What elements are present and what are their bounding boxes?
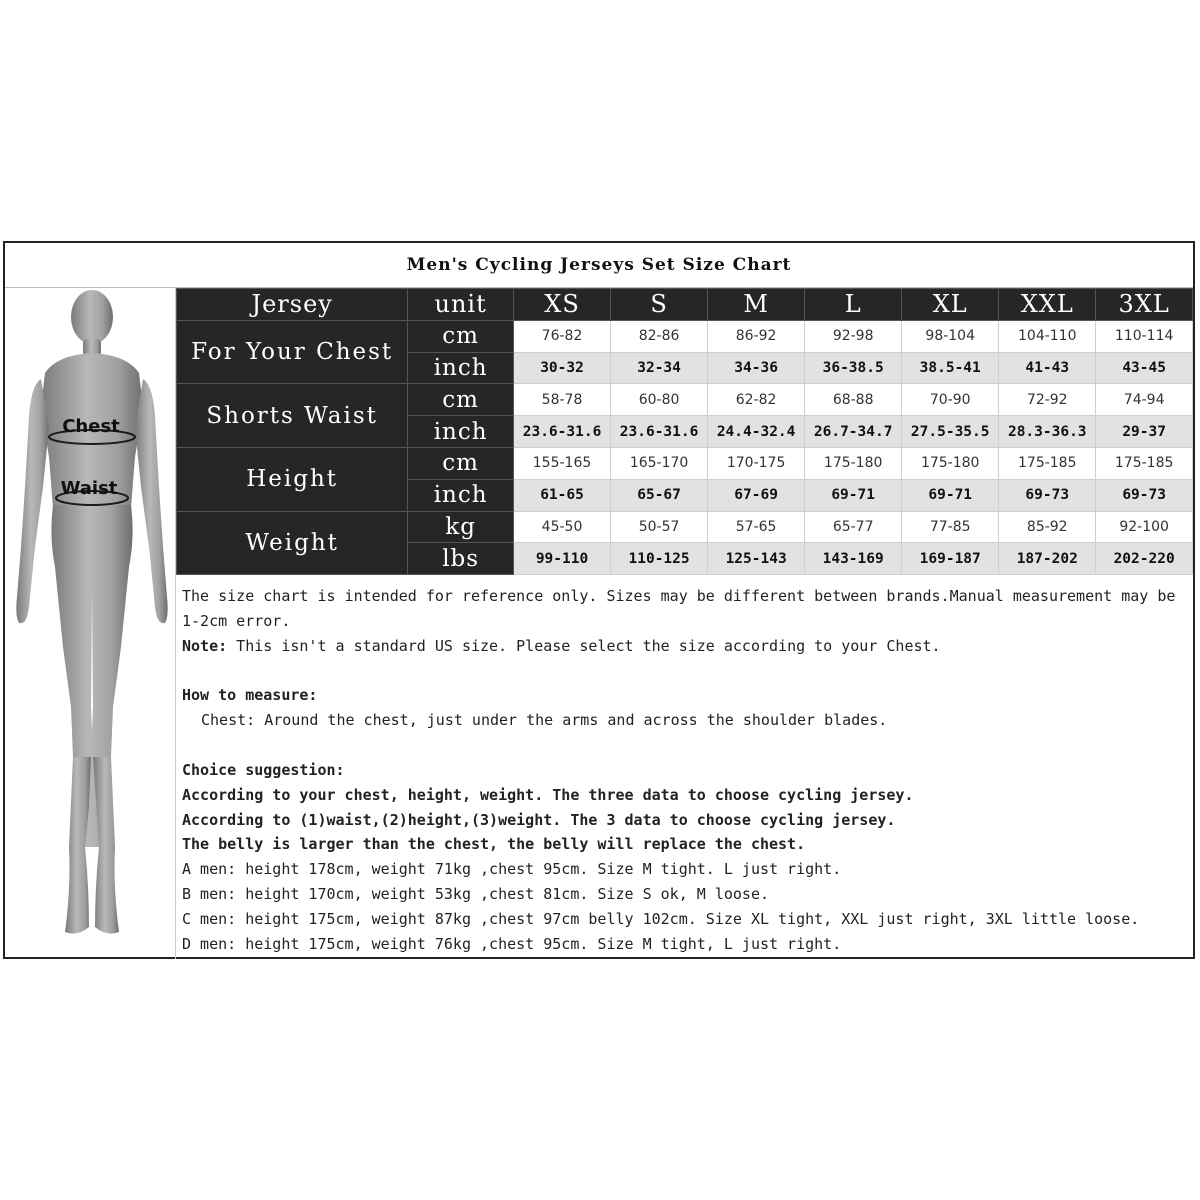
choice-line: The belly is larger than the chest, the belly will replace the chest.: [182, 835, 806, 854]
unit-cell: lbs: [408, 543, 514, 575]
value-cell: 23.6-31.6: [611, 416, 708, 448]
value-cell: 69-73: [999, 479, 1096, 511]
value-cell: 92-98: [805, 320, 902, 352]
value-cell: 34-36: [708, 352, 805, 384]
value-cell: 29-37: [1096, 416, 1193, 448]
value-cell: 77-85: [902, 511, 999, 543]
unit-cell: inch: [408, 416, 514, 448]
choice-line: According to your chest, height, weight. The three data to choose cycling jersey.: [182, 785, 914, 804]
value-cell: 61-65: [514, 479, 611, 511]
chart-title: Men's Cycling Jerseys Set Size Chart: [5, 243, 1193, 288]
value-cell: 68-88: [805, 384, 902, 416]
value-cell: 110-114: [1096, 320, 1193, 352]
size-table: [176, 288, 1193, 575]
value-cell: 60-80: [611, 384, 708, 416]
table-row: [177, 447, 1193, 479]
table-row: [177, 320, 1193, 352]
value-cell: 74-94: [1096, 384, 1193, 416]
header-size-s: S: [611, 289, 708, 321]
value-cell: 175-180: [805, 447, 902, 479]
value-cell: 65-77: [805, 511, 902, 543]
silhouette: [16, 290, 167, 934]
header-jersey: Jersey: [177, 289, 408, 321]
choice-suggestion-title: Choice suggestion:: [182, 760, 345, 779]
value-cell: 36-38.5: [805, 352, 902, 384]
value-cell: 85-92: [999, 511, 1096, 543]
value-cell: 143-169: [805, 543, 902, 575]
value-cell: 92-100: [1096, 511, 1193, 543]
notes-section: [182, 584, 1190, 956]
value-cell: 62-82: [708, 384, 805, 416]
size-chart-frame: [3, 241, 1195, 959]
body-figure-panel: [5, 287, 176, 959]
value-cell: 165-170: [611, 447, 708, 479]
note-label: Note:: [182, 636, 228, 655]
unit-cell: cm: [408, 384, 514, 416]
value-cell: 202-220: [1096, 543, 1193, 575]
value-cell: 187-202: [999, 543, 1096, 575]
unit-cell: cm: [408, 320, 514, 352]
note-line: [182, 634, 1190, 659]
table-row: [177, 384, 1193, 416]
value-cell: 27.5-35.5: [902, 416, 999, 448]
value-cell: 86-92: [708, 320, 805, 352]
row-label-height: Height: [177, 447, 408, 511]
example-line: D men: height 175cm, weight 76kg ,chest 95cm. Size M tight, L just right.: [182, 934, 842, 953]
header-size-m: M: [708, 289, 805, 321]
value-cell: 32-34: [611, 352, 708, 384]
value-cell: 69-71: [805, 479, 902, 511]
table-row: [177, 511, 1193, 543]
value-cell: 125-143: [708, 543, 805, 575]
how-to-measure-chest: Chest: Around the chest, just under the arms and across the shoulder blades.: [201, 711, 888, 730]
header-size-3xl: 3XL: [1096, 289, 1193, 321]
value-cell: 104-110: [999, 320, 1096, 352]
table-header-row: [177, 289, 1193, 321]
note-text: This isn't a standard US size. Please select the size according to your Chest.: [227, 636, 941, 655]
value-cell: 24.4-32.4: [708, 416, 805, 448]
value-cell: 169-187: [902, 543, 999, 575]
value-cell: 155-165: [514, 447, 611, 479]
value-cell: 170-175: [708, 447, 805, 479]
body-figure-illustration: [5, 287, 175, 959]
chest-label: Chest: [62, 416, 120, 437]
waist-label: Waist: [60, 478, 118, 499]
value-cell: 76-82: [514, 320, 611, 352]
example-line: C men: height 175cm, weight 87kg ,chest 97cm belly 102cm. Size XL tight, XXL just right, 3XL little loose.: [182, 909, 1140, 928]
example-line: B men: height 170cm, weight 53kg ,chest 81cm. Size S ok, M loose.: [182, 884, 769, 903]
value-cell: 57-65: [708, 511, 805, 543]
header-unit: unit: [408, 289, 514, 321]
row-label-shorts-waist: Shorts Waist: [177, 384, 408, 448]
value-cell: 69-73: [1096, 479, 1193, 511]
value-cell: 175-180: [902, 447, 999, 479]
value-cell: 65-67: [611, 479, 708, 511]
value-cell: 99-110: [514, 543, 611, 575]
header-size-xl: XL: [902, 289, 999, 321]
value-cell: 41-43: [999, 352, 1096, 384]
value-cell: 23.6-31.6: [514, 416, 611, 448]
value-cell: 72-92: [999, 384, 1096, 416]
value-cell: 45-50: [514, 511, 611, 543]
value-cell: 175-185: [1096, 447, 1193, 479]
unit-cell: cm: [408, 447, 514, 479]
value-cell: 110-125: [611, 543, 708, 575]
reference-note: The size chart is intended for reference only. Sizes may be different between brands.Manual measurement may be 1-2cm error.: [182, 587, 1176, 630]
unit-cell: kg: [408, 511, 514, 543]
header-size-xs: XS: [514, 289, 611, 321]
value-cell: 67-69: [708, 479, 805, 511]
value-cell: 82-86: [611, 320, 708, 352]
value-cell: 30-32: [514, 352, 611, 384]
value-cell: 98-104: [902, 320, 999, 352]
value-cell: 38.5-41: [902, 352, 999, 384]
row-label-weight: Weight: [177, 511, 408, 575]
value-cell: 58-78: [514, 384, 611, 416]
row-label-chest: For Your Chest: [177, 320, 408, 384]
unit-cell: inch: [408, 352, 514, 384]
value-cell: 69-71: [902, 479, 999, 511]
value-cell: 26.7-34.7: [805, 416, 902, 448]
unit-cell: inch: [408, 479, 514, 511]
value-cell: 175-185: [999, 447, 1096, 479]
value-cell: 70-90: [902, 384, 999, 416]
header-size-l: L: [805, 289, 902, 321]
how-to-measure-title: How to measure:: [182, 686, 318, 705]
header-size-xxl: XXL: [999, 289, 1096, 321]
example-line: A men: height 178cm, weight 71kg ,chest 95cm. Size M tight. L just right.: [182, 860, 842, 879]
value-cell: 28.3-36.3: [999, 416, 1096, 448]
choice-line: According to (1)waist,(2)height,(3)weight. The 3 data to choose cycling jersey.: [182, 810, 896, 829]
value-cell: 43-45: [1096, 352, 1193, 384]
value-cell: 50-57: [611, 511, 708, 543]
